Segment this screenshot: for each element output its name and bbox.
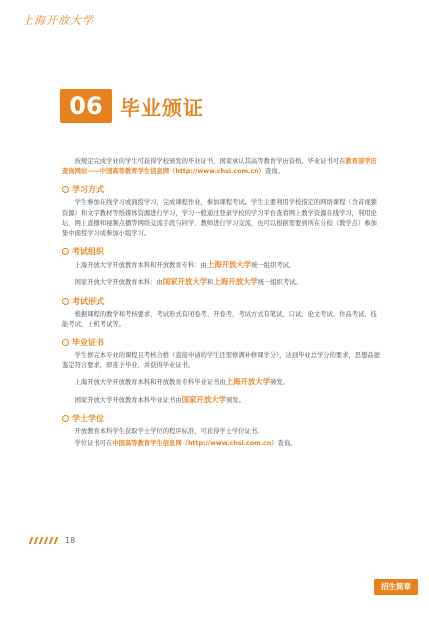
section-title-exam-form: 考试形式	[62, 296, 380, 307]
circle-bullet-icon	[62, 415, 69, 422]
exam-org-line-2: 国家开放大学开放教育本科：由国家开放大学和上海开放大学统一组织考试。	[74, 277, 302, 287]
intro-text-end: 查询。	[264, 168, 284, 176]
circle-bullet-icon	[62, 186, 69, 193]
chsi-link-degree[interactable]: 中国高等教育学生信息网（http://www.chsi.com.cn）	[112, 440, 278, 448]
diploma-body: 学生修完本专业的课程且考核合格（直接申请的学生还需修满补修课学分），达到毕业总学分的要求，思想品德鉴定符合要求，即准予毕业，并获得毕业证书。	[62, 352, 380, 370]
section-title-exam-org: 考试组织	[62, 246, 380, 257]
main-content	[62, 157, 380, 455]
page-footer	[30, 536, 75, 545]
page-number: 18	[65, 536, 76, 545]
section-title-diploma: 毕业证书	[62, 337, 380, 348]
circle-bullet-icon	[62, 339, 69, 346]
exam-org-line-1: 上海开放大学开放教育本科和开放教育专科：由上海开放大学统一组织考试。	[74, 260, 296, 270]
header-logo: 上海开放大学	[22, 14, 94, 27]
section-title-study-mode: 学习方式	[62, 184, 380, 195]
circle-bullet-icon	[62, 298, 69, 305]
chsi-link[interactable]: 教育部学历查询网站——中国高等教育学生信息网（http://www.chsi.com.cn）	[62, 158, 377, 176]
degree-line-1: 开放教育本科学生获取学士学位的程序标准，可获得学士学位证书。	[74, 427, 264, 435]
diploma-line-1: 上海开放大学开放教育本科和开放教育专科毕业证书由上海开放大学颁发。	[74, 377, 289, 387]
circle-bullet-icon	[62, 248, 69, 255]
stripe-decoration-icon	[30, 537, 60, 544]
chapter-number: 06	[60, 89, 112, 123]
chapter-heading	[60, 88, 204, 124]
brochure-button[interactable]: 招生简章	[374, 579, 418, 595]
study-mode-body: 学生参加在线学习或面授学习，完成课程作业，参加课程考试。学生主要利用学校指定的网络课程（含音视频资源）和文字教材等纸媒体资源进行学习，学习一般通过登录学校的学习平台查看网上教学资源在线学习，利用论坛、网上直播和视频点播等网络交流手段与同学、教师进行学习交流，也可以根据需要到所在分校（教学点）参加集中面授学习或参加小组学习。	[62, 199, 377, 238]
section-title-degree: 学士学位	[62, 413, 380, 424]
exam-form-body: 根据课程的教学和考核要求，考试形式有闭卷考、开卷考，考试方式有笔试、口试、论文考试、作品考试、技能考试、上机考试等。	[62, 310, 377, 328]
intro-text: 按规定完成学业的学生可获得学校颁发的毕业证书，国家承认其高等教育学历资格。毕业证书可在	[74, 158, 346, 165]
diploma-line-2: 国家开放大学开放教育本科毕业证书由国家开放大学颁发。	[74, 394, 245, 404]
intro-paragraph	[62, 157, 380, 177]
degree-line-2: 学位证书可在中国高等教育学生信息网（http://www.chsi.com.cn）查询。	[74, 440, 297, 448]
chapter-title: 毕业颁证	[120, 95, 204, 120]
